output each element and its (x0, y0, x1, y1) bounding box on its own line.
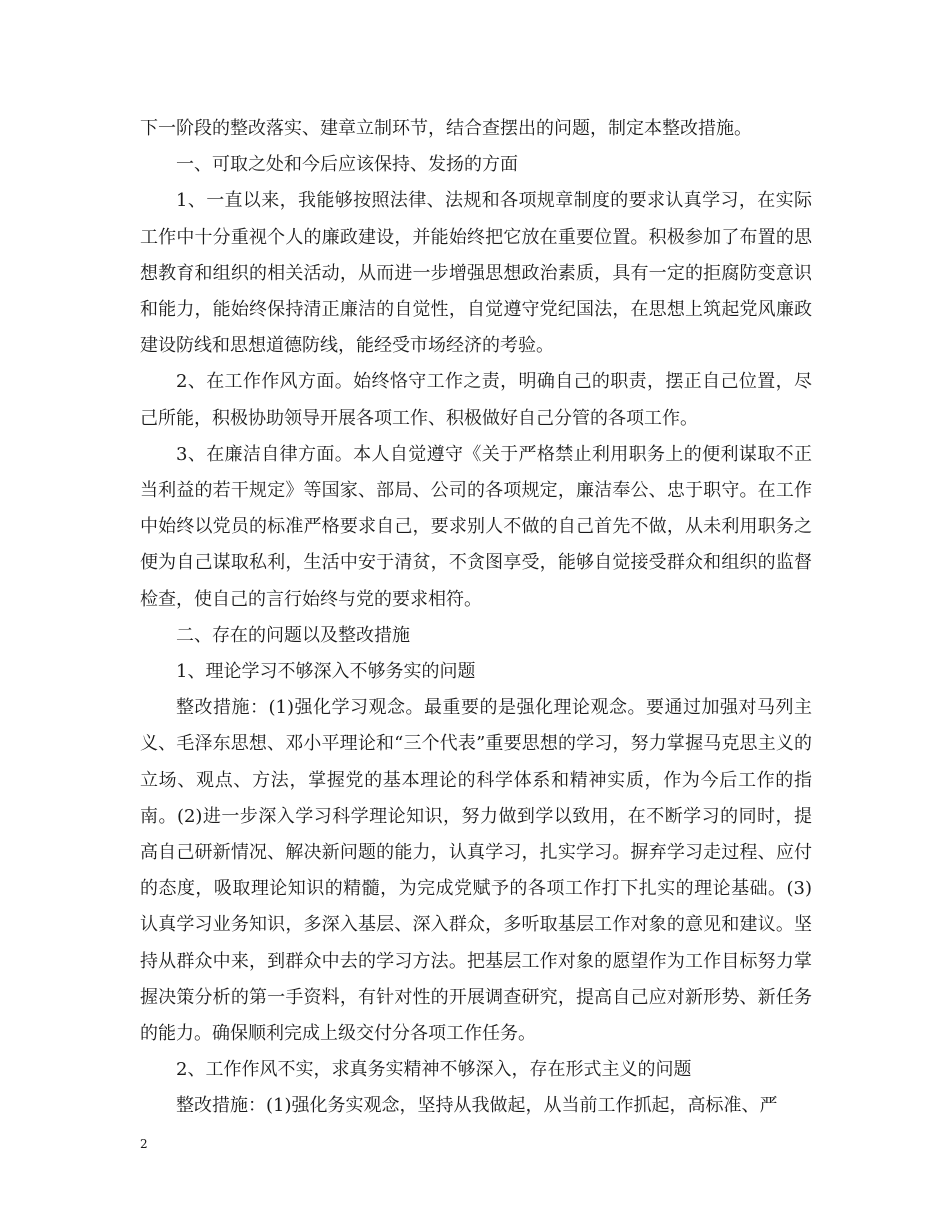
paragraph: 整改措施：(1)强化务实观念，坚持从我做起，从当前工作抓起，高标准、严 (176, 1095, 778, 1117)
subsection-heading: 1、理论学习不够深入不够务实的问题 (176, 661, 476, 683)
paragraph: 2、在工作作风方面。始终恪守工作之责，明确自己的职责，摆正自己位置，尽己所能，积极协助领导开展各项工作、积极做好自己分管的各项工作。 (140, 371, 812, 429)
section-heading: 一、可取之处和今后应该保持、发扬的方面 (176, 154, 518, 176)
section-heading: 二、存在的问题以及整改措施 (176, 624, 410, 646)
subsection-heading: 2、工作作风不实，求真务实精神不够深入，存在形式主义的问题 (176, 1059, 692, 1081)
document-body (140, 111, 812, 1125)
paragraph: 整改措施：(1)强化学习观念。最重要的是强化理论观念。要通过加强对马列主义、毛泽东思想、邓小平理论和“三个代表”重要思想的学习，努力掌握马克思主义的立场、观点、方法，掌握党的基本理论的科学体系和精神实质，作为今后工作的指南。(2)进一步深入学习科学理论知识，努力做到学以致用，在不断学习的同时，提高自己研新情况、解决新问题的能力，认真学习，扎实学习。摒弃学习走过程、应付的态度，吸取理论知识的精髓，为完成党赋予的各项工作打下扎实的理论基础。(3)认真学习业务知识，多深入基层、深入群众，多听取基层工作对象的意见和建议。坚持从群众中来，到群众中去的学习方法。把基层工作对象的愿望作为工作目标努力掌握决策分析的第一手资料，有针对性的开展调查研究，提高自己应对新形势、新任务的能力。确保顺利完成上级交付分各项工作任务。 (140, 697, 812, 1045)
paragraph: 3、在廉洁自律方面。本人自觉遵守《关于严格禁止利用职务上的便利谋取不正当利益的若干规定》等国家、部局、公司的各项规定，廉洁奉公、忠于职守。在工作中始终以党员的标准严格要求自己，要求别人不做的自己首先不做，从未利用职务之便为自己谋取私利，生活中安于清贫，不贪图享受，能够自觉接受群众和组织的监督检查，使自己的言行始终与党的要求相符。 (140, 443, 812, 610)
page-number: 2 (140, 1137, 148, 1151)
paragraph: 1、一直以来，我能够按照法律、法规和各项规章制度的要求认真学习，在实际工作中十分重视个人的廉政建设，并能始终把它放在重要位置。积极参加了布置的思想教育和组织的相关活动，从而进一步增强思想政治素质，具有一定的拒腐防变意识和能力，能始终保持清正廉洁的自觉性，自觉遵守党纪国法，在思想上筑起党风廉政建设防线和思想道德防线，能经受市场经济的考验。 (140, 190, 812, 357)
paragraph: 下一阶段的整改落实、建章立制环节，结合查摆出的问题，制定本整改措施。 (140, 118, 752, 139)
